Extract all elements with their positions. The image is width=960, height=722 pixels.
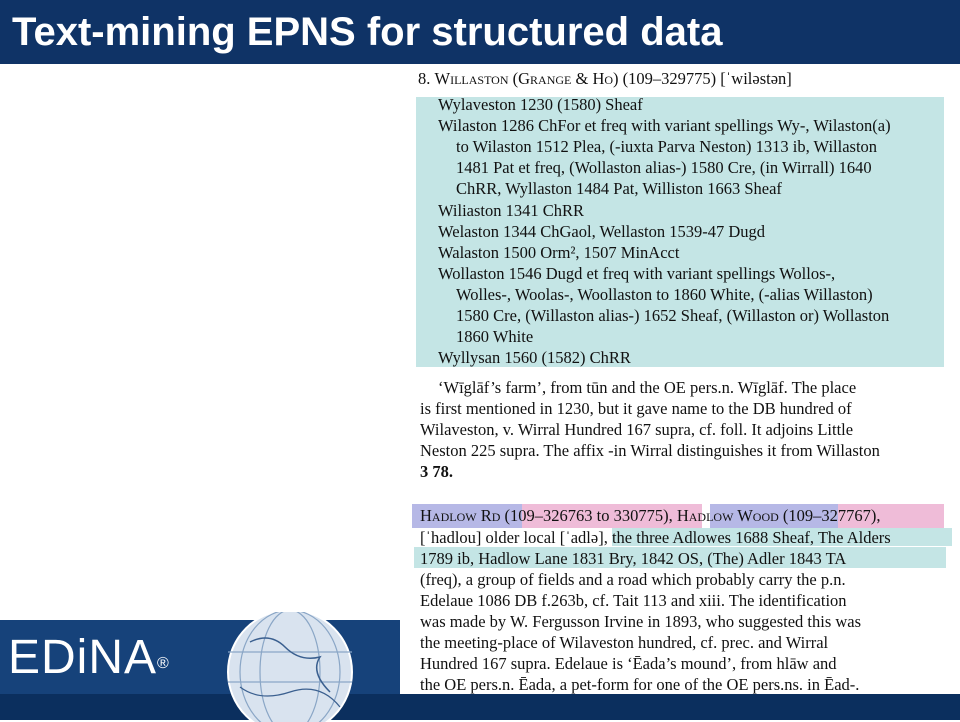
etymology-line: is first mentioned in 1230, but it gave name to the DB hundred of — [420, 399, 852, 418]
edina-logo — [8, 628, 170, 688]
entry-heading — [418, 68, 792, 89]
etymology-line: 3 78. — [420, 462, 453, 481]
entry2-line: was made by W. Fergusson Irvine in 1893, who suggested this was — [420, 612, 862, 631]
form-line: 1580 Cre, (Willaston alias-) 1652 Sheaf, (Willaston or) Wollaston — [456, 306, 890, 325]
slide-title: Text-mining EPNS for structured data — [12, 10, 723, 54]
form-line: Wolles-, Woolas-, Woollaston to 1860 White, (-alias Willaston) — [456, 285, 873, 304]
form-line: ChRR, Wyllaston 1484 Pat, Williston 1663 Sheaf — [456, 179, 782, 198]
entry-number: 8. — [418, 69, 431, 88]
form-line: 1481 Pat et freq, (Wollaston alias-) 1580 Cre, (in Wirrall) 1640 — [456, 158, 872, 177]
entry-grid-ref: (109–329775) — [622, 69, 717, 88]
form-line: Wollaston 1546 Dugd et freq with variant spellings Wollos-, — [438, 264, 836, 283]
form-line: 1860 White — [456, 327, 534, 346]
globe-icon — [190, 612, 400, 722]
form-line: Wiliaston 1341 ChRR — [438, 201, 585, 220]
hadlow-wood-name: Hadlow Wood — [676, 506, 779, 525]
entry2-line: 1789 ib, Hadlow Lane 1831 Bry, 1842 OS, (The) Adler 1843 TA — [420, 549, 847, 568]
etymology-line: Wilaveston, v. Wirral Hundred 167 supra, cf. foll. It adjoins Little — [420, 420, 854, 439]
document-page — [400, 64, 960, 694]
footer-bottom-bar — [0, 694, 960, 720]
entry-pronunciation: [ˈwiləstən] — [720, 69, 792, 88]
entry2-heading — [420, 505, 881, 526]
form-line: Welaston 1344 ChGaol, Wellaston 1539-47 Dugd — [438, 222, 766, 241]
form-line: Walaston 1500 Orm², 1507 MinAcct — [438, 243, 680, 262]
etymology-line: Neston 225 supra. The affix -in Wirral distinguishes it from Willaston — [420, 441, 880, 460]
entry2-line: Edelaue 1086 DB f.263b, cf. Tait 113 and xiii. The identification — [420, 591, 847, 610]
form-line: Wyllysan 1560 (1582) ChRR — [438, 348, 631, 367]
separator-comma: , — [668, 506, 673, 525]
form-line: Wilaston 1286 ChFor et freq with variant spellings Wy-, Wilaston(a) — [438, 116, 891, 135]
form-line: to Wilaston 1512 Plea, (-iuxta Parva Neston) 1313 ib, Willaston — [456, 137, 878, 156]
entry2-line: Hundred 167 supra. Edelaue is ‘Ēada’s mound’, from hlāw and — [420, 654, 837, 673]
logo-text: EDiNA — [8, 631, 158, 684]
hadlow-rd-name: Hadlow Rd — [420, 506, 501, 525]
entry2-line: [ˈhadlou] older local [ˈadlə], the three Adlowes 1688 Sheaf, The Alders — [420, 528, 891, 547]
logo-registered-mark: ® — [157, 655, 170, 672]
entry2-line: (freq), a group of fields and a road which probably carry the p.n. — [420, 570, 846, 589]
hadlow-rd-ref: (109–326763 to 330775) — [504, 506, 669, 525]
etymology-line: ‘Wīglāf’s farm’, from tūn and the OE pers.n. Wīglāf. The place — [438, 378, 857, 397]
hadlow-wood-ref: (109–327767), — [782, 506, 881, 525]
entry-name: Willaston (Grange & Ho) — [434, 69, 619, 88]
entry2-line: the meeting-place of Wilaveston hundred, cf. prec. and Wirral — [420, 633, 829, 652]
form-line: Wylaveston 1230 (1580) Sheaf — [438, 95, 643, 114]
title-bar — [0, 0, 960, 64]
entry2-line: the OE pers.n. Ēada, a pet-form for one of the OE pers.ns. in Ēad-. — [420, 675, 860, 694]
